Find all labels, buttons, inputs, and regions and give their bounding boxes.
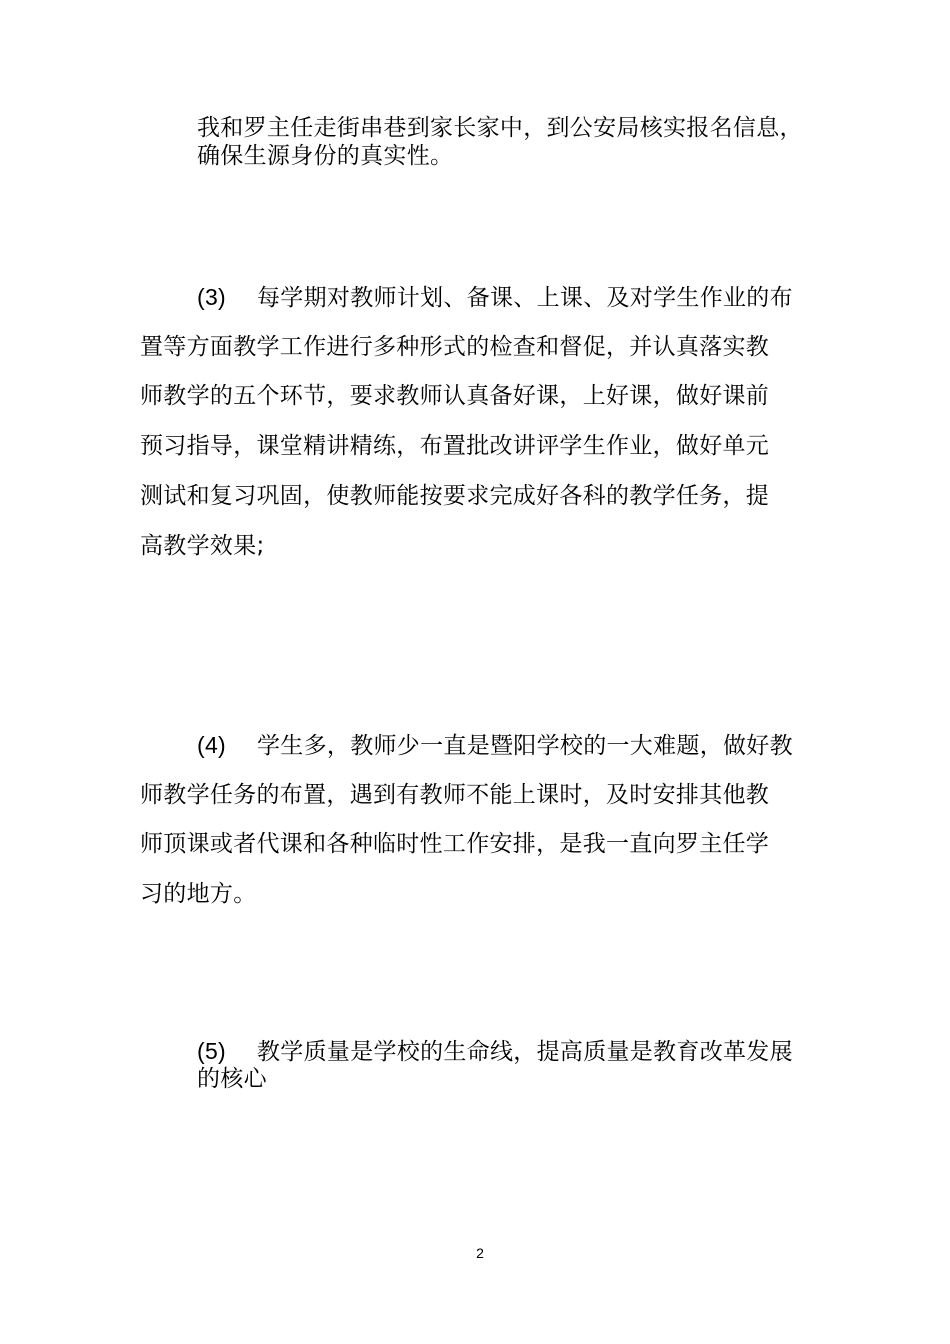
item-number: (4) [197, 732, 227, 758]
paragraph-line: 的核心 [197, 1066, 267, 1092]
paragraph-line-text: 学生多，教师少一直是暨阳学校的一大难题，做好教 [257, 733, 793, 759]
paragraph-line-text: 每学期对教师计划、备课、上课、及对学生作业的布 [257, 285, 793, 311]
paragraph-line: 测试和复习巩固，使教师能按要求完成好各科的教学任务，提 [140, 483, 770, 509]
paragraph-line [197, 731, 793, 760]
item-number: (3) [197, 284, 227, 310]
paragraph-line: 师教学任务的布置，遇到有教师不能上课时，及时安排其他教 [140, 782, 770, 808]
page-number: 2 [476, 1245, 484, 1261]
paragraph-line: 我和罗主任走街串巷到家长家中，到公安局核实报名信息， [197, 115, 803, 141]
paragraph-line-text: 教学质量是学校的生命线，提高质量是教育改革发展 [257, 1039, 793, 1065]
paragraph-line: 预习指导，课堂精讲精练，布置批改讲评学生作业，做好单元 [140, 433, 770, 459]
paragraph-line [197, 1037, 793, 1066]
paragraph-line: 高教学效果; [140, 533, 265, 559]
paragraph-line [197, 283, 793, 312]
paragraph-line: 师教学的五个环节，要求教师认真备好课，上好课，做好课前 [140, 383, 770, 409]
paragraph-line: 习的地方。 [140, 881, 257, 907]
paragraph-line: 确保生源身份的真实性。 [197, 143, 454, 169]
paragraph-line: 置等方面教学工作进行多种形式的检查和督促，并认真落实教 [140, 334, 770, 360]
paragraph-line: 师顶课或者代课和各种临时性工作安排，是我一直向罗主任学 [140, 831, 770, 857]
item-number: (5) [197, 1038, 227, 1064]
